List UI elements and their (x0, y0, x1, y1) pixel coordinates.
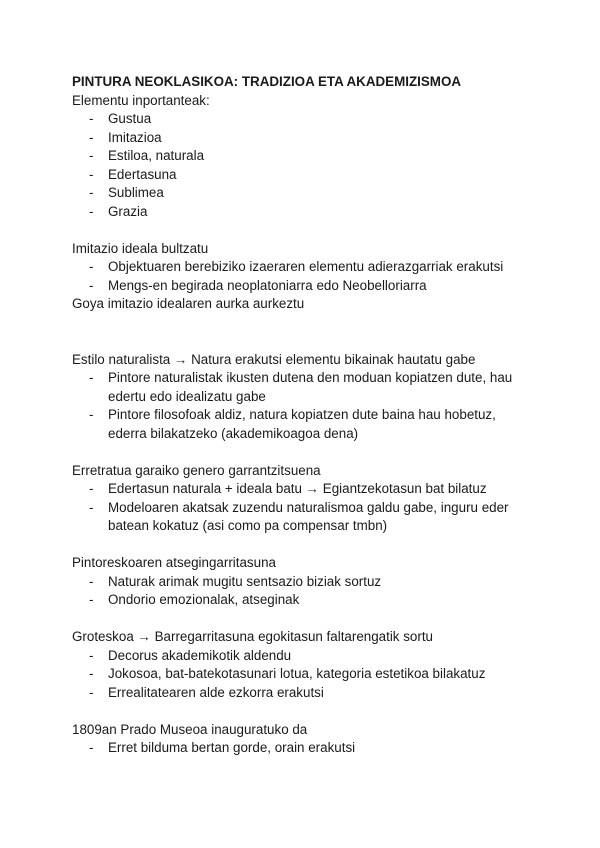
dash-marker: - (89, 129, 94, 145)
list-item: - Edertasuna (72, 166, 532, 185)
list-item: - Edertasun naturala + ideala batu → Egiantzekotasun bat bilatuz (72, 480, 532, 499)
dash-marker: - (89, 407, 94, 422)
dash-marker: - (89, 259, 94, 274)
list-item: - Sublimea (72, 184, 532, 203)
dash-marker: - (89, 203, 94, 219)
bullet-list (72, 258, 532, 295)
list-item: - Estiloa, naturala (72, 147, 532, 166)
dash-marker: - (89, 185, 94, 200)
dash-marker: - (89, 740, 94, 755)
section-heading: Estilo naturalista → Natura erakutsi elementu bikainak hautatu gabe (72, 351, 476, 367)
document-title: PINTURA NEOKLASIKOA: TRADIZIOA ETA AKADEMIZISMOA (72, 74, 462, 89)
dash-marker: - (89, 111, 94, 126)
bullet-list (72, 573, 532, 610)
list-item: - Pintore naturalistak ikusten dutena den moduan kopiatzen dute, hau edertu edo idealizatu gabe (89, 370, 513, 404)
list-item: - Naturak arimak mugitu sentsazio biziak sortuz (72, 573, 532, 592)
section-note: Goya imitazio idealaren aurka aurkeztu (72, 296, 305, 311)
section-heading: 1809an Prado Museoa inauguratuko da (72, 721, 308, 737)
dash-marker: - (89, 647, 94, 663)
dash-marker: - (89, 148, 94, 163)
dash-marker: - (89, 666, 94, 681)
list-item: - Ondorio emozionalak, atseginak (72, 591, 532, 610)
dash-marker: - (89, 370, 94, 385)
list-item: - Gustua (72, 110, 532, 129)
list-item: - Errealitatearen alde ezkorra erakutsi (72, 684, 532, 703)
section-heading: Pintoreskoaren atsegingarritasuna (72, 555, 276, 570)
bullet-list (72, 369, 532, 443)
dash-marker: - (89, 592, 94, 607)
list-item: - Jokosoa, bat-batekotasunari lotua, kategoria estetikoa bilakatuz (72, 665, 532, 684)
dash-marker: - (89, 277, 94, 293)
bullet-list (72, 647, 532, 703)
section-heading: Elementu inportanteak: (72, 92, 210, 108)
list-item: - Pintore filosofoak aldiz, natura kopiatzen dute baina hau hobetuz, ederra bilakatzeko (akademikoagoa dena) (89, 407, 496, 441)
bullet-list (72, 480, 532, 536)
dash-marker: - (89, 573, 94, 589)
dash-marker: - (89, 481, 94, 496)
dash-marker: - (89, 684, 94, 700)
list-item: - Mengs-en begirada neoplatoniarra edo Neobelloriarra (72, 277, 532, 296)
section-heading: Erretratua garaiko genero garrantzitsuena (72, 462, 321, 478)
dash-marker: - (89, 499, 94, 515)
list-item: - Grazia (72, 203, 532, 222)
list-item: - Modeloaren akatsak zuzendu naturalismoa galdu gabe, inguru eder batean kokatuz (asi como pa compensar tmbn) (89, 499, 509, 533)
document-page (72, 73, 532, 758)
bullet-list (72, 739, 532, 758)
section-heading: Groteskoa → Barregarritasuna egokitasun faltarengatik sortu (72, 629, 433, 644)
list-item: - Imitazioa (72, 129, 532, 148)
bullet-list (72, 110, 532, 221)
list-item: - Objektuaren berebiziko izaeraren elementu adierazgarriak erakutsi (72, 258, 532, 277)
list-item: - Erret bilduma bertan gorde, orain erakutsi (72, 739, 532, 758)
dash-marker: - (89, 166, 94, 182)
list-item: - Decorus akademikotik aldendu (72, 647, 532, 666)
section-heading: Imitazio ideala bultzatu (72, 240, 209, 256)
